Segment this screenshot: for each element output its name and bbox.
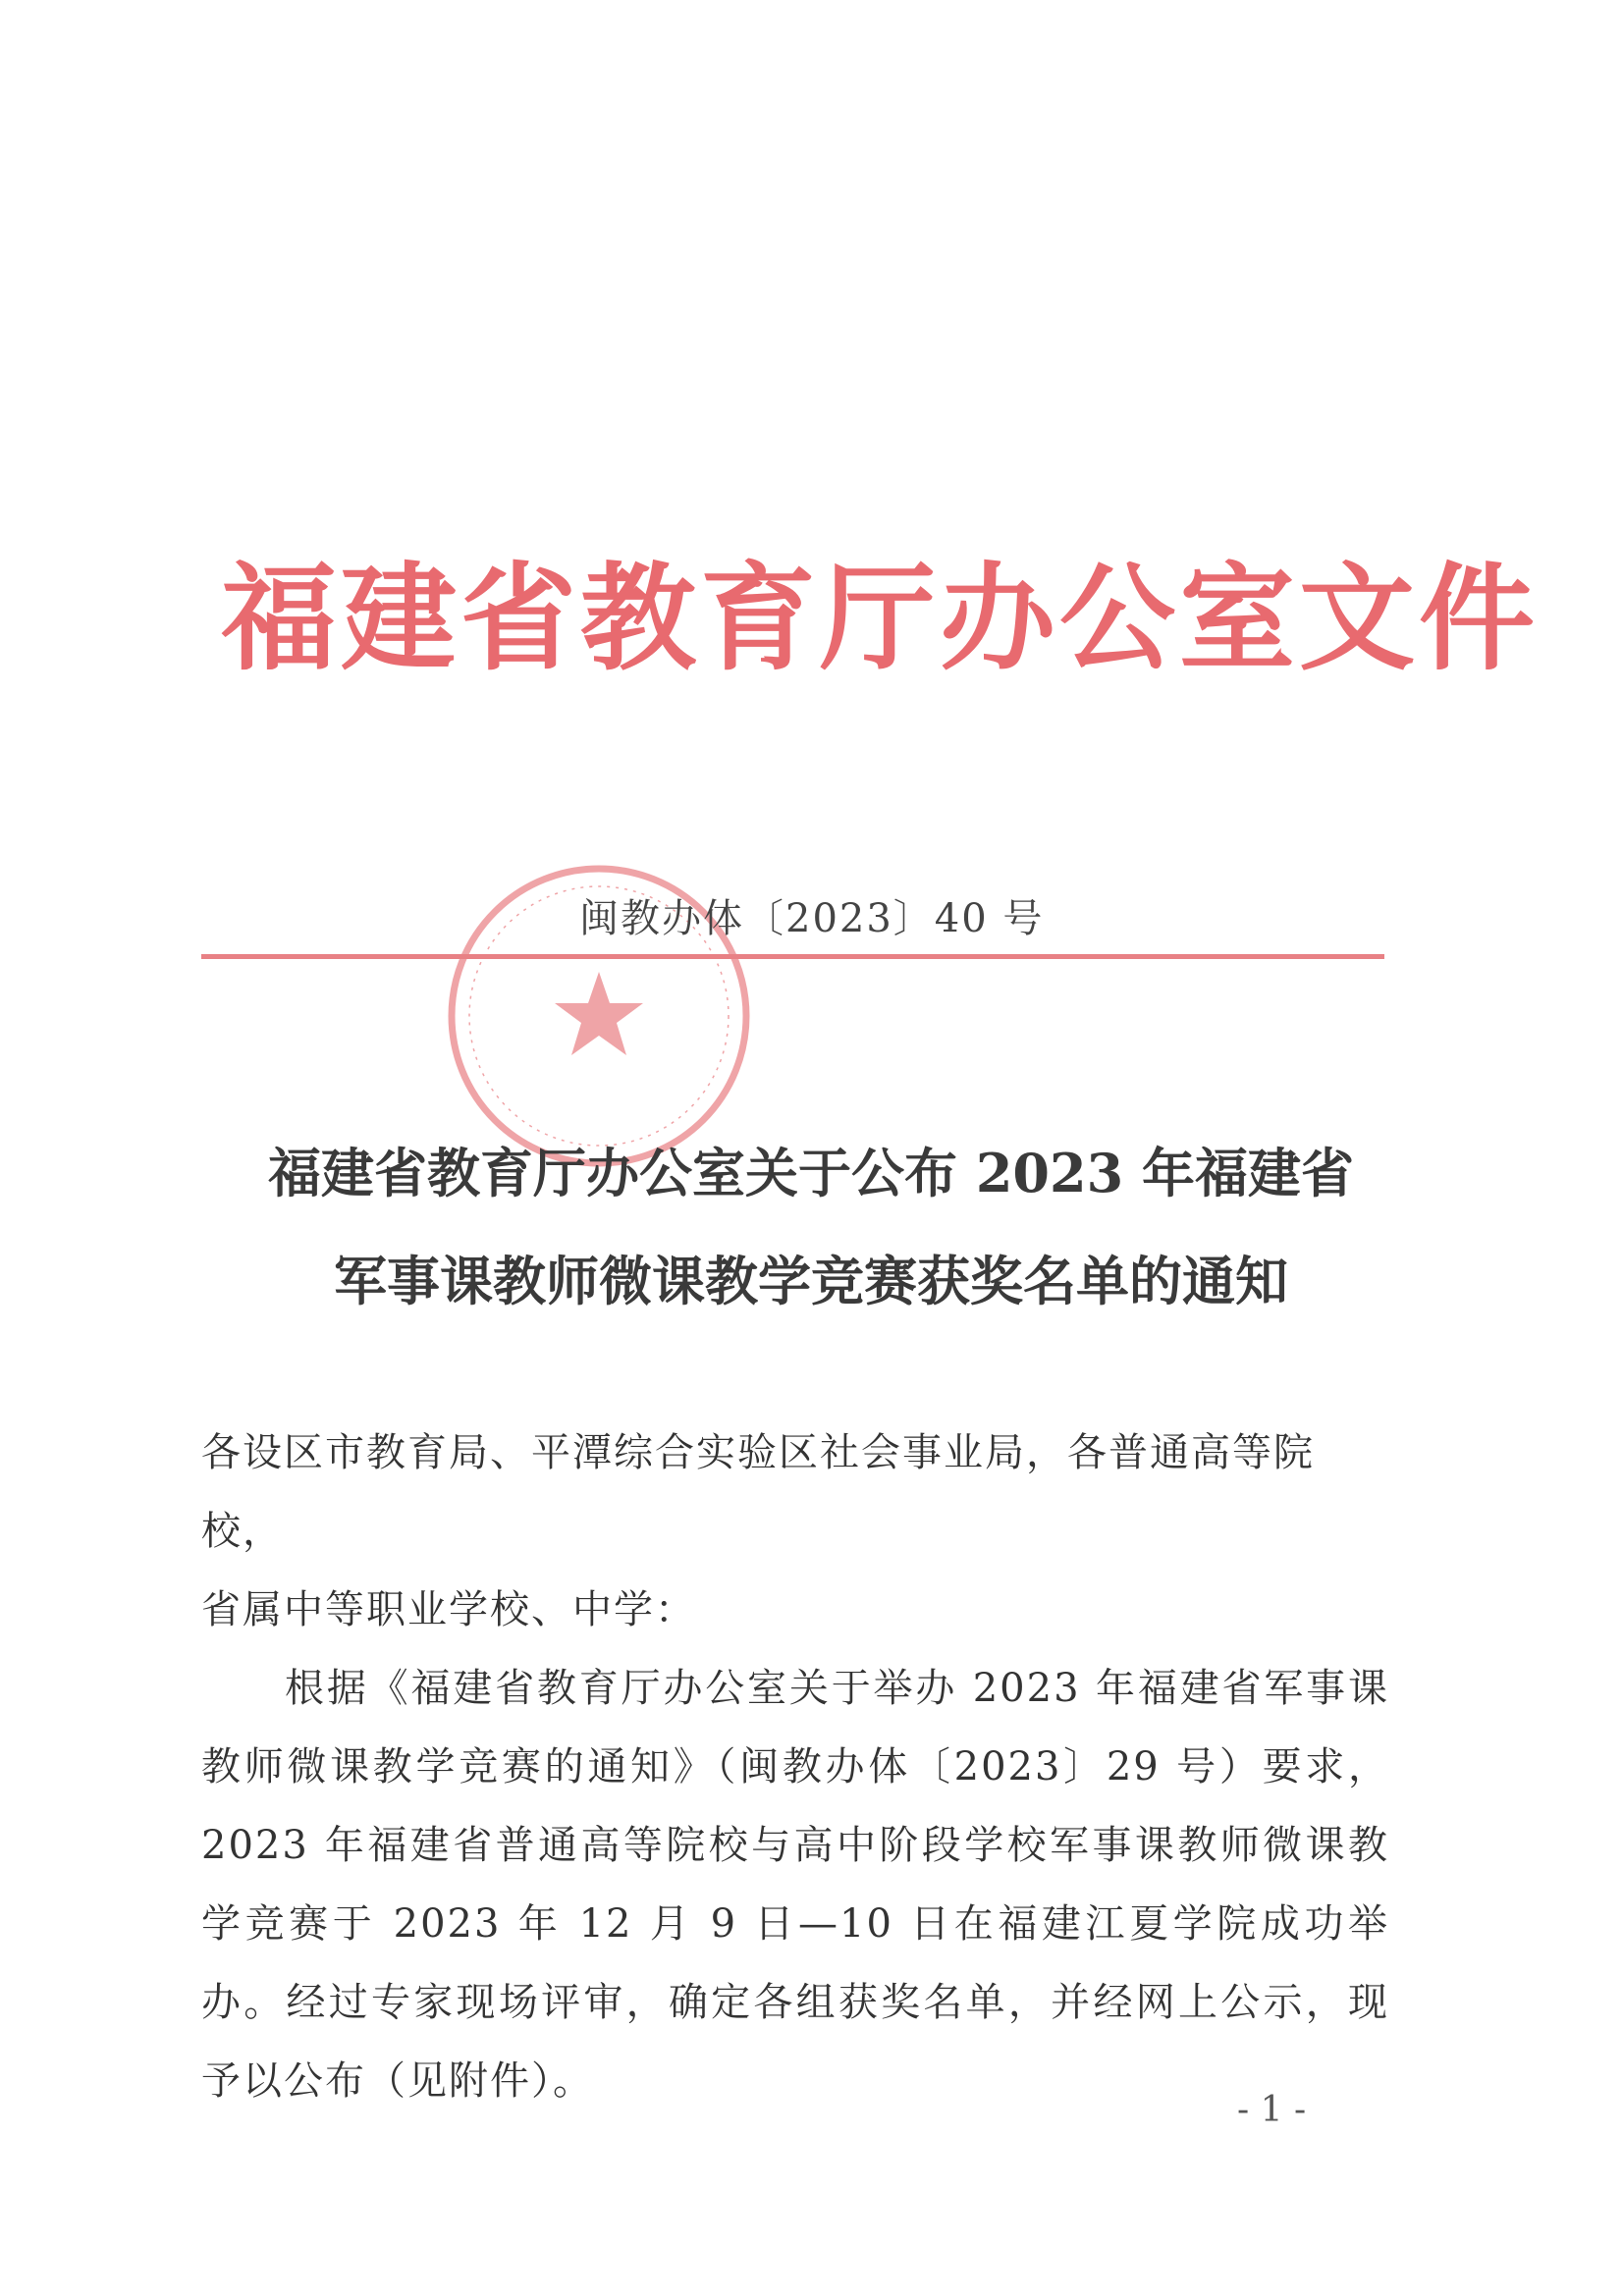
- title-line-1: 福建省教育厅办公室关于公布 2023 年福建省: [268, 1142, 1354, 1204]
- addressee-line-2: 省属中等职业学校、中学：: [201, 1587, 696, 1632]
- document-title: [147, 1119, 1475, 1335]
- page-number: - 1 -: [1237, 2090, 1307, 2130]
- title-line-2: 军事课教师微课教学竞赛获奖名单的通知: [334, 1250, 1288, 1312]
- addressee-line-1: 各设区市教育局、平潭综合实验区社会事业局，各普通高等院校，: [201, 1430, 1315, 1554]
- document-number: 闽教办体〔2023〕40 号: [579, 896, 1045, 941]
- body-paragraph: 根据《福建省教育厅办公室关于举办 2023 年福建省军事课教师微课教学竞赛的通知》（闽教办体〔2023〕29 号）要求，2023 年福建省普通高等院校与高中阶段学校军事课教师微课教学竞赛于 2023 年 12 月 9 日—10 日在福建江夏学院成功举办。经过专家现场评审，确定各组获奖名单，并经网上公示，现予以公布（见附件）。: [201, 1666, 1389, 2104]
- issuer-header: 福建省教育厅办公室文件: [221, 550, 1540, 686]
- document-body: [201, 1414, 1389, 2120]
- header-divider: [201, 954, 1384, 959]
